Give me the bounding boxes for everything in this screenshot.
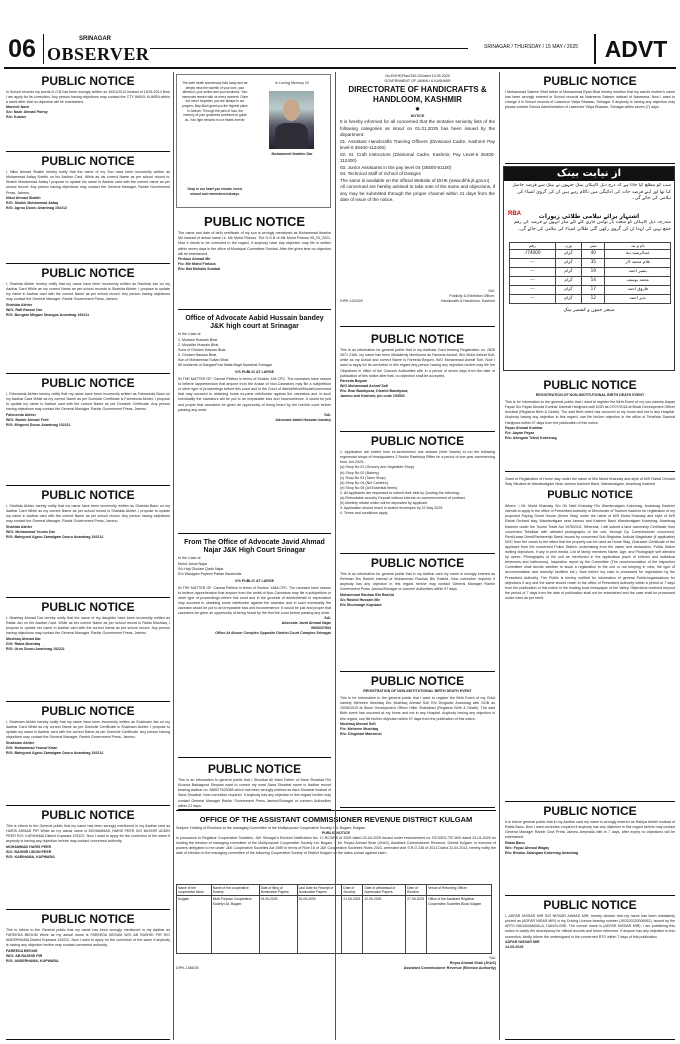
column-rule: [173, 72, 174, 1040]
notice-title: PUBLIC NOTICE: [543, 74, 637, 88]
dir-sig-1: Sd/-: [488, 289, 495, 293]
urdu-signature: منیجر جموں و کشمیر بینک: [563, 308, 615, 314]
table-cell: Multi Purpose Cooperative Society Ltd. Bugam: [211, 896, 259, 954]
notice-body: I, Shahida Akhter hereby notify that my name have been incorrectly written as Rashida Jan on my Aadhar Card While as my correct Name as per school records is Shahida Akhter. I propose to update my name in Aadhar card with the correct Name as per school record. Any person having objections may contact the General Manager, Ranbir Government Press, Jammu.: [6, 282, 170, 302]
table-cell: 19-05-2025: [259, 896, 297, 954]
notice-subtitle: PUBLIC NOTICE: [547, 489, 633, 502]
table-header: Name of the cooperative Society: [211, 885, 259, 896]
notice-signature: R/o Shumnagh Kupwara: [340, 602, 382, 607]
notice-signature: R/O: Bategund Agroo Zamalgam Dooru Anantnag 192212: [6, 534, 104, 539]
table-header: نمبر: [582, 243, 605, 250]
notice-signature: Mohammad Rauhan Bin Rashid: [340, 592, 394, 597]
table-header: Venue of Returning Officer: [427, 885, 492, 896]
notice-signature: R/O: Shaikh Mohammad Aafaq: [6, 200, 59, 205]
dir-sig-2: Publicity & Exhibition Officer,: [449, 294, 495, 298]
rba-tag: RBA: [508, 211, 521, 217]
table-header: Date of Scrutiny: [342, 885, 363, 896]
public-notice: [6, 72, 170, 152]
table-header: Date of withdrawal of Nomination Papers: [363, 885, 406, 896]
memorial-text: The sixth death anniversary falls today and we deeply miss the warmth of your love, your affection, your smiles and your kindness. Your memories remain with us every moment. Gone but never forgotten; you are always in our prayers. May Allah grant you the highest place in Jannah. Through the pain of loss, the memory of your goodness continues to guide us. Your light remains in our hearts forever.: [181, 81, 249, 122]
notice-signature: R/O: Bategund Agroo Zamalgam Dooru Anantnag 192212: [6, 750, 104, 755]
notice-title: PUBLIC NOTICE: [207, 762, 302, 776]
notice-body: I, ADFAR NISSAR MIR S/O NISSAR AHMAD MIR, hereby declare that my name has been mistakenly printed as (ADFAR NISAR MIR) in my Driving Licence bearing number (JK0220220006952), issued by the ARTO NAGAMANDALA, DANGLORE. The correct name is (ADFAR NISSAR MIR). I am publishing this notice to clarify the discrepancy for official records and future reference. If anyone has any objection to this correction, kindly inform the undersigned or the concerned RTO within 7 days of this publication.: [505, 914, 675, 939]
memorial-heading: In Loving Memory Of: [275, 81, 309, 85]
kulgam-sig-1: Sd/-: [489, 956, 496, 961]
public-notice: [178, 212, 331, 310]
public-notice: [6, 806, 170, 910]
notice-signature: Fareeda Begum: [340, 378, 367, 383]
table-row: [510, 268, 671, 277]
notice-title: PUBLIC NOTICE: [370, 556, 465, 570]
notice-title: From The Office of Advocate Javid Ahmad Najar J&K High Court Srinagar: [184, 539, 325, 554]
notice-signature: S/O: BASHIR UDDIN PEER: [6, 849, 52, 854]
public-notice: [6, 264, 170, 374]
notice-body: I Mohammad Saleem Bhat father of Mohammad Ryan Bhat hereby mention that my ward's mother's name has been wrongly entered in School records as Nasreena Saleem instead of Nasreena. Now I want to change it in School records of Lawrence Vidya Bhawan, Srinagar. If anybody is having any objection may please contact School Administration of Lawrence Vidya Bhawan, Srinagar within seven (7) days.: [505, 90, 675, 110]
table-cell: فاروق احمد: [605, 286, 671, 295]
notice-signature: Mushtaq Ahmad Dar: [6, 636, 41, 641]
urdu-banner: از نیابت بینک: [504, 167, 674, 181]
notice-title: PUBLIC NOTICE: [203, 214, 306, 229]
notice-body: This is for information to the general public that I want to register the Birth Event of my son namely Aayan Fayaz S/o Fayaz Ahmad Kumhar Damhal Hanjipora with DOB as 07/07/2018 at Block Development Officer Achabal (Registrar Birth & Death). The said Birth event has occurred at my home and not in any Hospital. Anybody having any objection in this regard, can file his/her objection in the office of Tehsildar Damhal Hanjipora within 07 days from the publication of this notice.: [505, 400, 675, 425]
table-cell: 20-05-2025: [297, 896, 342, 954]
notice-versus: V/S PUBLIC AT LARGE: [234, 578, 275, 583]
notice-title: PUBLIC NOTICE: [543, 804, 637, 818]
table-cell: 21-05-2025: [342, 896, 363, 954]
notice-body: This is for information to the general public that I want to register the Birth Event of my Child namely Mehreen Mushtaq D/o Mushtaq Ahmad Sofi R/o Dingiwari Anantnag with DOB as 10/06/2019 at Block Development Officer Hiller Shahabad (Registrar Birth & Death). The said Birth event has occurred at my home and not in any Hospital. Anybody having any objection in this regard, can file his/her objection within 07 days from the publication of this notice.: [340, 696, 495, 721]
notice-signature: Muneeb Nazir: [6, 105, 30, 110]
notice-signature: R/o: Brar Bandipora, District Bandipora,: [340, 388, 409, 393]
table-cell: گرام: [555, 277, 581, 286]
table-cell: عبدالرشید بٹ: [605, 250, 671, 259]
notice-body: I, Fahmeeda Akhter hereby notify that my name have been incorrectly written as Fahmeeda Bano on my Aadhar Card While as my correct Name as per Domicile Certificate is Fahmeeda Akhter. I propose to update my name in Aadhar card with the correct Name as per Domicile Certificate. Any person having objections may contact the General Manager, Ranbir Government Press, Jammu.: [6, 392, 170, 412]
notice-title: PUBLIC NOTICE: [543, 898, 637, 912]
notice-body: It is inform general public that in my Aadhar card my name is wrongly entered as Rabiya Akhter instead of Rabia Bano. Now I want correction required if anybody has any objection in this regard he/she may contact General Manager Ranbir Govt Press Jammu Amphalla with in 7 days, after expiry no objections will be entertained.: [505, 820, 675, 840]
notice-signature: R/O: ANDERHAMA, KUPWARA: [6, 958, 59, 963]
urdu-para-2: مندرجہ ذیل گاہکان کو متعدد بار نوٹس جاری کئے گئے مگر انہوں نے قرضہ کی رقم جمع نہیں کی لہٰذا ان کی گروی رکھی گئی طلائی اشیاء کی نیلامی کی جائے گی۔: [514, 220, 671, 232]
table-cell: 22-05-2025: [363, 896, 406, 954]
notice-body: This is an information for general public that in my Aadhar card my name is wrongly entered as Rehman Bin Rashid instead of Mohammad Rauhan Bin Rashid. Now correction required if anybody has any objection in this regard he/she may contact General Manager Ranbir Government Press Jammu/Srinagar or concern Authorities within 07 days.: [340, 572, 495, 592]
table-cell: گرام: [555, 268, 581, 277]
table-cell: ---: [510, 277, 556, 286]
public-notice: [6, 598, 170, 702]
kulgam-table: [176, 884, 492, 954]
notice-versus: V/S PUBLIC AT LARGE: [234, 370, 275, 375]
dir-ref: No:DHHK/Plan/330-D/Dated 13.05.2025: [385, 74, 450, 78]
table-cell: نذیر احمد: [605, 295, 671, 304]
notice-title: PUBLIC NOTICE: [543, 378, 637, 392]
notice-title: PUBLIC NOTICE: [41, 154, 135, 168]
notice-signature: Shahida Akhter: [6, 524, 33, 529]
table-cell: 14: [582, 277, 605, 286]
notice-signature: R/O: Agroo Dooru Anantnag 192212: [6, 205, 68, 210]
dir-notice-label: NOTICE: [410, 114, 425, 118]
table-header: رقم: [510, 243, 556, 250]
notice-signature: W/O: Bashir Ahmad Teeli: [6, 417, 49, 422]
notice-signature: F/o: Aayan Fayaz: [505, 430, 535, 435]
notice-signature: ADFAR NISSAR MIR: [505, 939, 540, 944]
notice-signature: Office At Alnoor Complex Opposite District Court Complex Srinagar: [215, 631, 331, 636]
notice-signature: Nikul Ahmad Shaikh: [6, 195, 41, 200]
table-cell: 19: [582, 268, 605, 277]
dir-sig-3: Handicrafts & Handloom, Kashmir: [440, 299, 495, 303]
table-row: [510, 277, 671, 286]
column-rule: [499, 72, 500, 1040]
notice-title: PUBLIC NOTICE: [370, 332, 465, 346]
paper-name-top: SRINAGAR: [78, 36, 111, 42]
kulgam-dipk: DIPK-1385/25: [176, 966, 199, 971]
notice-title: PUBLIC NOTICE: [41, 600, 135, 614]
notice-body-2: Where, I Mr. Mohd Khanday S/o Gh Nabi Khanday R/o Wandevalgam Kokernag, Anantnag Kashmir intends to apply in the office of Prescribed Authority of Directorate of Tourism Kashmir for registration of my proposed Paying Guest House (Home Stay) under the name of M/S Mohd Khanday and style of M/S Rahat Orchard stay, Wandevalgam near Jammu and Kashmir Bank Wandevalgam Kokernag, Anantnag Kashmir under the Tourist Trade Act 1978/2011. Whereas, I will submit a land ownership Certificate from concerned Tehsildar with attested photographs of the unit, through Dy. Commissioner concerned, Rent/Lease Deed/Partnership Deed/ issued by concerned Sub-Registrar Judicial Magistrate (if applicable) NOC from the owner to the effect that the property can be used as Home Stay, Character Certificate of the applicant from the concerned Police Station, undertaking from the owner and declaration. Public Notice inviting objections, if any in print media. List of family members Name, Age, and Photograph self attested by owner. Photographs of the unit as mentioned in the application (each of exterior and individual bedrooms and bathrooms). Inspection report by the Committee (The recommendation of the inspection Committee shall decide whether to issue a registration to the unit or not keeping in view, the type of accommodation and amenity/ facilities etc.). Now before my case is processed for registration by the Prescribed Authority, The Public is hereby notified for information of general Public/organizations for objections if any and the same should reach to the office of Prescribed Authority within a period of 7 days from the publication of this notice in the leading local newspaper of the Valley. Objections received beyond the period of 7 days from the date of publication shall not be entertained and the case shall be processed under rules as per merit.: [505, 504, 675, 600]
notice-signature: Sd/-: [324, 412, 331, 417]
public-notice: [178, 312, 331, 534]
table-header: Date of filing of Nomination Papers: [259, 885, 297, 896]
directorate-notice: [340, 74, 495, 324]
table-cell: ---: [510, 286, 556, 295]
notice-signature: W/o: Fayaz Ahmad Wagay: [505, 845, 550, 850]
notice-body: This is an information to general public that I Showkat Ali Wani Father of Sana Showkat R/o Khonsa Baktagund Shopian want to correct my ward Sana Showkat name in Aadhar record bearing Aadhar no. 588577623058 which has been wrongly entered as Asra Showkat instead of Sana Showkat. Now correction required. If anybody has any objection in this regard he/she may contact General Manager Ranbir Government Press Jammu/Srinagar or concern Authorities within 21 days.: [178, 778, 331, 808]
notice-title: PUBLIC NOTICE: [41, 74, 135, 88]
notice-subtitle: REGISTRATION OF NON-INSTITUTIONAL BIRTH DEATH EVENT: [535, 393, 645, 398]
kulgam-sig-2: Reyaz Ahmad Shah (JKAS): [449, 961, 496, 966]
table-cell: Kulgam: [177, 896, 212, 954]
notice-signature: R/O: Uroo Dooru Anantnag 192211: [6, 646, 65, 651]
urdu-heading: اشتہار برائے نیلامی طلائی زیورات: [538, 213, 640, 220]
notice-signature: Fayaz Ahmad Kumhar: [505, 425, 543, 430]
notice-body: In the Case of: Mohd Jamal Najar S/o Haji Ghulam Qadir Najar R/o Wanigam Payeen Pattan Baramulla: [178, 556, 242, 576]
dir-body: It is hereby informed for all concerned that the tentative seniority lists of the following categories as stood on 01.01.2025 has been issued by the department: 01. Assistant Handicrafts Training Officers (Divisional Cadre, Kashmir Pay level-6 35400-112400) 02. Sr. Craft Instructors (Divisional Cadre, Kashmir, Pay Level-6 35400-112400) 03. Junior Assistants in the pay level 04 (25500-81100) 04. Technical Staff of School of Designs The same is available on the official Website of DIHK (www.dihk.jk.gov.in) All concerned are hereby advised to take note of the same and objections, if any may be submitted through the proper channel within 21 days from the date of issue of the notice.: [340, 119, 495, 202]
notice-signature: MOHAMMAD HARIS PEER: [6, 844, 52, 849]
notice-body: I, Shahida Akhter hereby notify that my name have been incorrectly written as Shahida Bano on my Aadhar Card While as my correct Name as per school record is Shahida Akhter. I propose to update my name in Aadhar card with the correct Name as per school record. Any person having objections may contact the General Manager, Ranbir Government Press, Jammu.: [6, 504, 170, 524]
table-cell: محمد یوسف: [605, 277, 671, 286]
notice-signature: W/O Mohammad Ashraf Sofi: [340, 383, 389, 388]
notice-body-2: IN THE MATTER OF: Caveat Petition in terms of Section 148 CPC. The caveators have reason to believe /apprehension that anyone from the Ansari of Non-Caveators may file a suit/petition or other type of proceedings before this court and in the Court of district/tehsil/Munsif/concerned that may succeed in obtaining some ex-parte relief/order against the caveators and in such eventuality the caveators will be put to an irreparable loss and inconvenience. It would be just and proper that caveators be given an opportunity of being heard by the hon'ble court before passing any order.: [178, 377, 331, 412]
table-header: وزن: [555, 243, 581, 250]
kulgam-notice: [176, 810, 496, 1040]
table-cell: 27-05-2025: [406, 896, 427, 954]
notice-title: PUBLIC NOTICE: [41, 266, 135, 280]
dir-govt: GOVERNMENT OF JAMMU & KASHMIR: [384, 79, 451, 83]
notice-body: This is inform to the General public that my name has been wrongly mentioned in my Aadhar as FAREEDA BEGUM While as my actual name is FAREEDA BEGUM W/O AB RASHID PIR R/O ANDERHAMA District Kupwara 193222. Now I want to apply for the correction of the same if anybody is having any objection he/she may contact concerned authority.: [6, 928, 170, 948]
notice-body: This is inform to the General public that my name has been wrongly mentioned in my Aadhar card as HARIS AHMAD PIR While as my actual name is MOHAMMAD HARIS PEER S/O BASHIR UDDIN PEER R/O: KARIHAMA District Kupwara 193222. Now I want to apply for the correction of the same if anybody is having any objection he/she may contact concerned authority.: [6, 824, 170, 844]
table-row: [510, 295, 671, 304]
notice-title: PUBLIC NOTICE: [41, 704, 135, 718]
notice-signature: Shabnam Akhter: [6, 740, 35, 745]
notice-body: I, Shabnam Akhter hereby notify that my name have been incorrectly written as Shabnam Jan on my Aadhar Card While as my correct Name as per Domicile Certificate is Shabnam Akhter. I propose to update my name in Aadhar card with the correct Name as per Domicile Certificate. Any person having objections may contact the General Manager, Ranbir Government Press, Jammu.: [6, 720, 170, 740]
notice-body: 1. Application are invited from ex-servicemen/ war widows (Veer Naaris) to run the following regimental shops of Headquarters 2 Sector Rashtriya Rifles for a period of one year commencing from Jun 2025:- (a) Shop No 01 (Grocery and Vegetable Shop). (b) Shop No 02 (Bakery). (c) Shop No 03 (Tailor Shop). (d) Shop No 04 (Net Canteen). (e) Shop No 05 (All Essential Items). 2. All applicants are requested to submit their bids by Quoting the following:- (a) Refundable security Deposit without interest on commencement of contract. (b) Monthly rebate which will be deposited by applicant. 3. Application should reach in sealed envelopes by 22 May 2025. 4. Terms and conditions apply.: [340, 450, 495, 516]
notice-title: PUBLIC NOTICE: [370, 674, 465, 688]
notice-body: I, Nikul Ahmad Shaikh hereby notify that the name of my Son have been incorrectly written as Mohammad Aafaq Sheikh on his Aadhar Card. While as his correct Name as per school record is: Shaikh Mohammad Aafaq I propose to update his name in Aadhar card with the correct name as per school record. Any person having objections may contact the General Manager, Ranbir Government Press, Jammu.: [6, 170, 170, 195]
public-notice: [6, 374, 170, 486]
urdu-para-1: سب کو مطلع کیا جاتا ہے کہ درج ذیل گاہکان بینک جنہوں نے بینک سے قرضہ حاصل کیا تھا اور اپنے قرضہ جات کی ادائیگی میں ناکام رہے ہیں ان کی گروی اشیاء کی نیلامی کی جائے گی۔: [512, 183, 671, 201]
masthead-rule: [43, 34, 44, 64]
public-notice: [505, 472, 675, 802]
notice-signature: W/O: AB RASHID PIR: [6, 953, 43, 958]
emblem-icon: ✸: [414, 107, 421, 113]
notice-signature: R/o: Akingam Tehsil Kokernag: [505, 435, 557, 440]
notice-signature: Advocate Javid Ahmad Najar: [281, 621, 331, 626]
notice-signature: Firdous Ahmad Mir: [178, 256, 211, 261]
public-notice: [340, 432, 495, 554]
kulgam-subject: Subject: Holding of Elections to the managing Committee of the Multipurpose Cooperative Society Ltd. Bugam, Kulgam.: [176, 826, 367, 830]
notice-signature: F/o: Mehreen Mushtaq: [340, 726, 379, 731]
notice-signature: W/O: Rafi Rasool Dar: [6, 307, 43, 312]
dir-title: DIRECTORATE OF HANDICRAFTS & HANDLOOM, KASHMIR: [348, 85, 487, 104]
table-cell: گرام: [555, 295, 581, 304]
notice-signature: R/o: Bat Mohalla Sumbal: [178, 266, 221, 271]
public-notice: [505, 376, 675, 472]
table-cell: گرام: [555, 286, 581, 295]
table-cell: ---: [510, 268, 556, 277]
notice-body: Grant of Registration of Home stay under the name of M/s Mohd Khanday and style of M/S Rahat Orchard Stay Situated at Wandevalgam Near Jammu Kashmir Bank, Wandevalgam, Anantnag Kashmir: [505, 477, 675, 487]
public-notice: [505, 896, 675, 1040]
kulgam-title: OFFICE OF THE ASSISTANT COMMISSIONER REVENUE DISTRICT KULGAM: [199, 815, 473, 824]
public-notice: [178, 760, 331, 810]
memorial-name: Mohammed Ibrahim Dar: [271, 152, 313, 156]
public-notice: [178, 536, 331, 758]
notice-body: In the Case of: 1. Mudasir Hussain Bhat. 2. Muzaffar Hussain Bhat. Sons of Ghulam Hassan Bhat. 3. Ghulam Hassan Bhat. Son of Mohammad Sultan Bhat. All residents of GanganPora Malla Bagh Nazarbal Srinagar: [178, 332, 272, 367]
table-header: Last Date for Receipt of Nomination Papers: [297, 885, 342, 896]
public-notice: [6, 702, 170, 806]
dateline: SRINAGAR / THURSDAY / 15 MAY / 2025: [483, 44, 579, 50]
public-notice: [505, 72, 675, 164]
portrait-photo: [269, 91, 314, 149]
notice-signature: R/o: Bindoo Zalangam Kokernag Anantnag: [505, 850, 579, 855]
table-cell: غلام محمد ڈار: [605, 259, 671, 268]
table-cell: 40: [582, 250, 605, 259]
public-notice: [6, 910, 170, 1040]
notice-title: Office of Advocate Aabid Hussain bandey J&K high court at Srinagar: [185, 315, 324, 330]
public-notice: [6, 152, 170, 264]
table-cell: 74000/-: [510, 250, 556, 259]
notice-signature: Jammu and Kashmir, pin code 193502: [340, 393, 405, 398]
notice-signature: Advocate Aabid Hussain bandey: [275, 417, 331, 422]
table-cell: 12: [582, 295, 605, 304]
memorial-text-2: Deep in our heart you remain, loved, missed and remembered always.: [187, 187, 243, 196]
dir-dipk: DIPK-1423/25: [340, 299, 363, 303]
notice-signature: Sd/-: [324, 616, 331, 621]
rule: [340, 326, 495, 327]
notice-body-2: IN THE MATTER OF: Caveat Petition in terms of Section 148A CPC. The caveator have reason to believe /apprehension that anyone from the ambit of Non-Caveators may file a suit/petition or other type of proceedings before this court and in the grounds of district/tehsil/ in expectation may succeed in obtaining some relief/order against the caveator and in such eventuality the caveator would be put to an irreparable loss and inconvenience. It would be just and proper that caveators be given an opportunity of being heard by the Hon'ble court before passing any order.: [178, 585, 331, 616]
notice-title: PUBLIC NOTICE: [41, 912, 135, 926]
table-header: Date of Election: [406, 885, 427, 896]
column-rule: [335, 72, 336, 1040]
notice-signature: R/O: Bongam Mirgam Shangus Anantnag 192211: [6, 312, 90, 317]
notice-signature: Mushtaq Ahmad Sofi: [340, 721, 376, 726]
notice-title: PUBLIC NOTICE: [41, 488, 135, 502]
urdu-table: [509, 242, 671, 304]
notice-signature: Rabia Bano: [505, 840, 525, 845]
section-label: ADVT: [594, 34, 676, 64]
notice-signature: R/O: Mirgund Dooru Anantnag 192211: [6, 422, 71, 427]
table-header: Name of the cooperative block: [177, 885, 212, 896]
notice-signature: S/o Rashid Hussain Mir: [340, 597, 380, 602]
table-cell: بشیر احمد: [605, 268, 671, 277]
table-cell: گرام: [555, 250, 581, 259]
page-number: 06: [8, 35, 36, 63]
kulgam-notice-label: PUBLIC NOTICE: [322, 831, 350, 835]
notice-signature: W/O: Mohammad Younis Dar: [6, 529, 55, 534]
notice-body: The name and date of birth certificate of my son is wrongly mentioned as Mohammad Ibrahim Mir instead of actual name i.e. Mir Mohd Firdous. The D.O.B of Mir Mohd Firdous 05_03_2021. Now it needs to be corrected in the regard, if anybody have any objection may file in written within seven days in the office of Municipal Committee Sumbal. After the given time no objection will be entertained.: [178, 231, 331, 256]
table-cell: Office of the Assistant Registrar Cooperative Societies Block Kulgam: [427, 896, 492, 954]
notice-signature: R/o: Kuwan: [6, 115, 26, 120]
notice-signature: D/O: Mohammad Yousuf Khan: [6, 745, 58, 750]
table-cell: ---: [510, 295, 556, 304]
table-cell: گرام: [555, 259, 581, 268]
table-cell: 35: [582, 259, 605, 268]
notice-title: PUBLIC NOTICE: [41, 376, 135, 390]
notice-subtitle: REGISTRATION OF NON-INSTITUTIONAL BIRTH DEATH EVENT: [363, 689, 472, 694]
notice-signature: 9906037894: [311, 626, 331, 631]
header-rule: [4, 67, 676, 69]
table-row: [510, 259, 671, 268]
notice-body: In School records my words D.O.B has been wrongly written as 16/01/2014 instead of 15/01/2014 Now I am apply for its correction. Any person having objections may contact the CTY WAKIL KUMRA within a week after that no objection will be entertained.: [6, 90, 170, 105]
table-header: نام و پتہ: [605, 243, 671, 250]
notice-title: PUBLIC NOTICE: [370, 434, 465, 448]
table-cell: 17: [582, 286, 605, 295]
public-notice: [340, 330, 495, 432]
notice-title: PUBLIC NOTICE: [41, 808, 135, 822]
table-row: [510, 250, 671, 259]
paper-name: OBSERVER: [47, 44, 150, 64]
masthead-line: [150, 48, 468, 49]
notice-signature: F/o: Mir Mohd Firdous: [178, 261, 216, 266]
urdu-bank-ad: [503, 166, 675, 371]
public-notice: [6, 486, 170, 598]
memorial-ad: [176, 74, 331, 208]
notice-signature: R/o: Dingiwari Manzmoh: [340, 731, 382, 736]
public-notice: [505, 802, 675, 896]
public-notice: [340, 672, 495, 808]
notice-signature: S/o: Nazir Ahmad Parray: [6, 110, 48, 115]
notice-signature: FAREEDA BEGUM: [6, 948, 38, 953]
table-row: [510, 286, 671, 295]
table-cell: ---: [510, 259, 556, 268]
kulgam-body: In pursuance to Registrar Cooperative Societies, J&K Srinagar's Election Notification No: 17-RCS/ES of 2025 dated 23-04-2025 issued under endorsement no: RCS/ES/-797-805 dated 23-04-2025 for holding the election of managing committee of the Multipurpose Cooperative Society Ltd. Bugam, I, Mr. Reyaz Ahmad Shah (JKAS), Assistant Commissioner Revenue, District Kulgam. In exercise of powers delegated to me under J&K Cooperative Societies Act 1989 in terms of Rule 16 of J&K Cooperative Societies Rules 2003, amended vide S.R.O 236 of 2013 Dated 23-04-2013, hereby notify the date of election to the managing committee of the following Cooperative Society of District Kulgam on the dates shown against each:-: [176, 836, 496, 856]
notice-signature: 14-05-2025: [505, 944, 524, 949]
notice-signature: D/O: Rabia Mushtaq: [6, 641, 41, 646]
notice-signature: Shahida Akhter: [6, 302, 33, 307]
notice-body: I, Mushtaq Ahmad Dar hereby notify that the name of my daughter have been incorrectly written as Rabia Jan on her Aadhar Card. While as her correct Name as per school record is Rabia Mushtaq. I propose to update her name in Aadhar card with the correct Name as per school record. Any person having objections may contact the General Manager, Ranbir Government Press, Jammu.: [6, 616, 170, 636]
notice-signature: R/O: KARIHAMA, KUPWARA: [6, 854, 55, 859]
notice-signature: Fahmeeda Akhter: [6, 412, 37, 417]
notice-body: This is an information for general public that in my Aadhaar Card bearing Registration no. 2826 2671 2166, my name has been Mistakenly Mentioned as Fareeda Ashraf, W/o Mohd Ashraf Sofi, while as my Actual and correct Name is Fareeda Begum, W/O Mohammad Ashraf Sofi. Now I want to apply for its correction in this regard any person having any objection he/she may file the Objections in office of the Concern Authorities with in a period of seven days from the date of publication of this notice after that, no objection shall be accepted.: [340, 348, 495, 378]
kulgam-sig-3: Assistant Commissioner Revenue (Election Authority): [403, 966, 496, 971]
public-notice: [340, 554, 495, 672]
